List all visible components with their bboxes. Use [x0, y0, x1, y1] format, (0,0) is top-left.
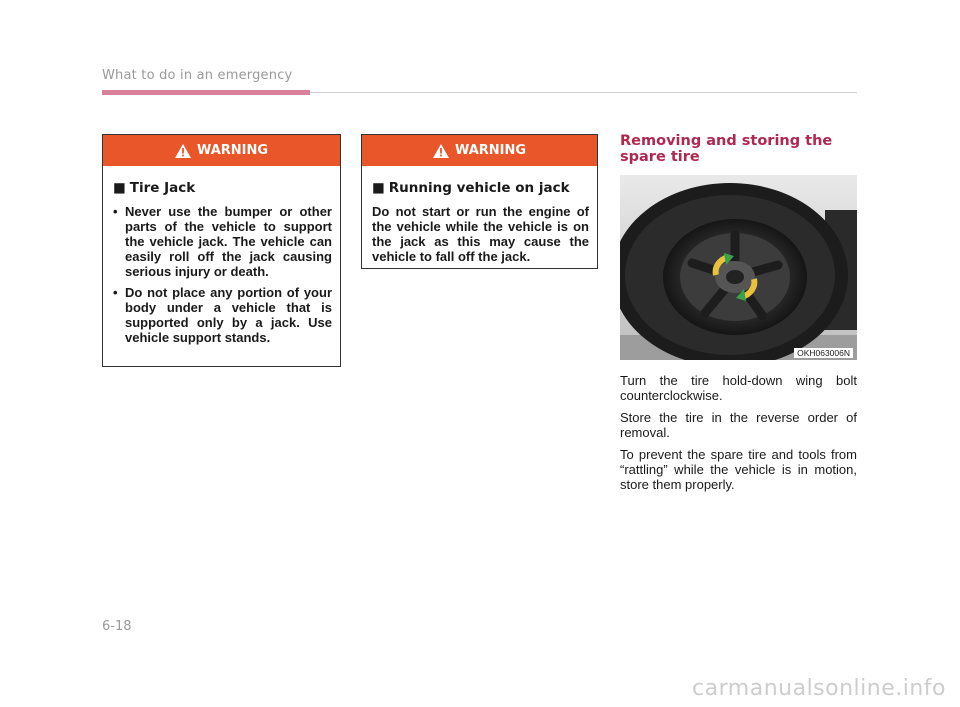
watermark: carmanualsonline.info — [692, 676, 946, 701]
header-bar-accent — [102, 90, 310, 95]
warning-subtitle — [372, 180, 597, 196]
page-number: 6-18 — [102, 619, 132, 634]
list-item: • Do not place any portion of your body under a vehicle that is supported only by a jack. Use vehicle support stands. — [113, 285, 332, 345]
image-code: OKH063006N — [794, 348, 853, 358]
warning-label: WARNING — [196, 143, 269, 158]
warning-subtitle-text: Tire Jack — [129, 180, 196, 196]
spare-tire-photo — [620, 175, 857, 360]
paragraph: Store the tire in the reverse order of removal. — [620, 410, 857, 440]
header-bar-rule — [310, 92, 857, 93]
warning-bullet-list — [103, 204, 340, 345]
warning-label: WARNING — [454, 143, 527, 158]
warning-box-tire-jack — [102, 134, 341, 367]
list-item-text: Do not place any portion of your body under a vehicle that is supported only by a jack. Use vehicle support stands. — [125, 285, 332, 345]
square-bullet-icon: ■ — [113, 180, 126, 196]
spare-tire-illustration — [620, 175, 857, 360]
section-body — [620, 373, 857, 499]
paragraph: Turn the tire hold-down wing bolt counterclockwise. — [620, 373, 857, 403]
list-item-text: Never use the bumper or other parts of the vehicle to support the vehicle jack. The vehicle can easily roll off the jack causing serious injury or death. — [125, 204, 332, 279]
list-item: • Never use the bumper or other parts of the vehicle to support the vehicle jack. The vehicle can easily roll off the jack causing serious injury or death. — [113, 204, 332, 279]
warning-subtitle-text: Running vehicle on jack — [388, 180, 570, 196]
warning-box-running-vehicle — [361, 134, 598, 269]
warning-text: Do not start or run the engine of the vehicle while the vehicle is on the jack as this may cause the vehicle to fall off the jack. — [372, 204, 589, 264]
square-bullet-icon: ■ — [372, 180, 385, 196]
warning-triangle-icon — [175, 144, 191, 158]
warning-header — [103, 135, 340, 166]
header-title: What to do in an emergency — [102, 68, 293, 83]
warning-triangle-icon — [433, 144, 449, 158]
warning-subtitle — [113, 180, 340, 196]
section-title: Removing and storing the spare tire — [620, 133, 833, 165]
paragraph: To prevent the spare tire and tools from “rattling” while the vehicle is in motion, store them properly. — [620, 447, 857, 492]
warning-header — [362, 135, 597, 166]
